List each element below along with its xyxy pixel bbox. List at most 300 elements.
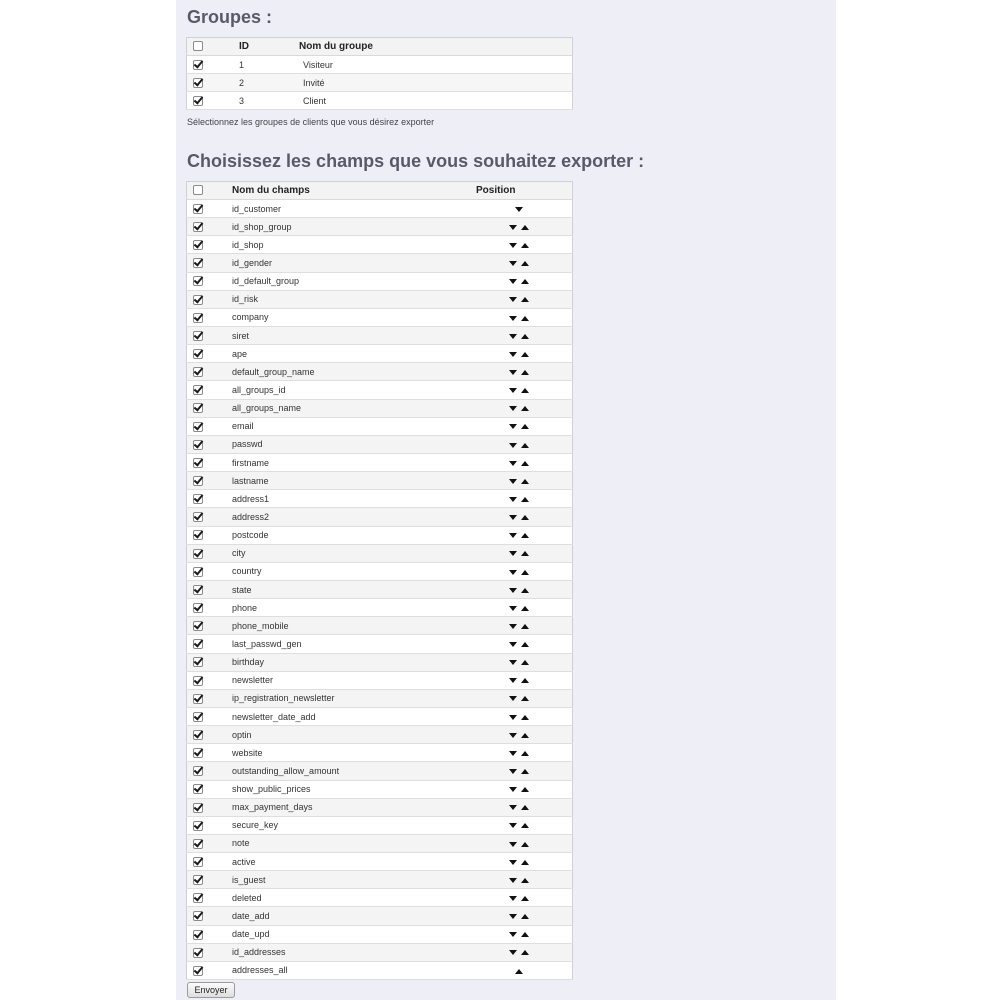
move-down-icon[interactable] <box>509 225 517 230</box>
field-position-cell <box>476 798 573 816</box>
move-down-icon[interactable] <box>509 461 517 466</box>
position-controls <box>509 802 529 812</box>
field-checkbox-cell <box>187 526 233 544</box>
group-checkbox-cell <box>187 56 240 74</box>
move-down-icon[interactable] <box>515 207 523 212</box>
field-checkbox-cell <box>187 780 233 798</box>
field-name: phone <box>232 599 476 617</box>
field-checkbox[interactable] <box>193 784 203 794</box>
field-checkbox[interactable] <box>193 512 203 522</box>
move-down-icon[interactable] <box>509 678 517 683</box>
field-position-cell <box>476 236 573 254</box>
field-row <box>187 617 573 635</box>
field-row <box>187 816 573 834</box>
field-checkbox[interactable] <box>193 204 203 214</box>
field-position-cell <box>476 635 573 653</box>
move-up-icon[interactable] <box>521 606 529 611</box>
field-checkbox-cell <box>187 689 233 707</box>
group-checkbox[interactable] <box>193 96 203 106</box>
field-row <box>187 363 573 381</box>
move-up-icon[interactable] <box>521 660 529 665</box>
field-row <box>187 453 573 471</box>
group-checkbox[interactable] <box>193 78 203 88</box>
field-checkbox-cell <box>187 453 233 471</box>
move-up-icon[interactable] <box>521 261 529 266</box>
field-checkbox-cell <box>187 472 233 490</box>
position-controls <box>509 603 529 613</box>
field-row <box>187 472 573 490</box>
move-down-icon[interactable] <box>509 787 517 792</box>
field-row <box>187 326 573 344</box>
move-down-icon[interactable] <box>509 261 517 266</box>
field-name: last_passwd_gen <box>232 635 476 653</box>
field-position-cell <box>476 780 573 798</box>
field-checkbox[interactable] <box>193 676 203 686</box>
field-checkbox[interactable] <box>193 313 203 323</box>
position-controls <box>509 240 529 250</box>
field-position-cell <box>476 272 573 290</box>
move-down-icon[interactable] <box>509 715 517 720</box>
field-checkbox[interactable] <box>193 730 203 740</box>
field-name: ip_registration_newsletter <box>232 689 476 707</box>
move-up-icon[interactable] <box>521 932 529 937</box>
field-name: city <box>232 544 476 562</box>
move-down-icon[interactable] <box>509 860 517 865</box>
position-controls <box>509 458 529 468</box>
field-checkbox[interactable] <box>193 567 203 577</box>
move-down-icon[interactable] <box>509 424 517 429</box>
field-name: id_shop <box>232 236 476 254</box>
field-checkbox[interactable] <box>193 331 203 341</box>
field-checkbox[interactable] <box>193 458 203 468</box>
move-up-icon[interactable] <box>521 860 529 865</box>
field-checkbox[interactable] <box>193 585 203 595</box>
move-up-icon[interactable] <box>521 715 529 720</box>
position-controls <box>509 566 529 576</box>
position-controls <box>509 857 529 867</box>
field-name: show_public_prices <box>232 780 476 798</box>
field-checkbox[interactable] <box>193 295 203 305</box>
field-position-cell <box>476 544 573 562</box>
field-position-cell <box>476 326 573 344</box>
position-controls <box>509 639 529 649</box>
field-position-cell <box>476 671 573 689</box>
move-up-icon[interactable] <box>521 443 529 448</box>
move-up-icon[interactable] <box>521 297 529 302</box>
groups-hint: Sélectionnez les groupes de clients que vous désirez exporter <box>187 117 435 127</box>
group-checkbox[interactable] <box>193 60 203 70</box>
field-row <box>187 490 573 508</box>
field-position-cell <box>476 218 573 236</box>
field-checkbox-cell <box>187 254 233 272</box>
field-row <box>187 544 573 562</box>
position-controls <box>509 222 529 232</box>
move-up-icon[interactable] <box>521 678 529 683</box>
move-down-icon[interactable] <box>509 334 517 339</box>
move-down-icon[interactable] <box>509 696 517 701</box>
move-down-icon[interactable] <box>509 352 517 357</box>
field-name: outstanding_allow_amount <box>232 762 476 780</box>
move-down-icon[interactable] <box>509 751 517 756</box>
move-down-icon[interactable] <box>509 570 517 575</box>
move-up-icon[interactable] <box>515 969 523 974</box>
field-position-cell <box>476 200 573 218</box>
move-up-icon[interactable] <box>521 515 529 520</box>
fields-title: Choisissez les champs que vous souhaitez exporter : <box>187 151 645 171</box>
field-row <box>187 671 573 689</box>
field-position-cell <box>476 381 573 399</box>
move-up-icon[interactable] <box>521 479 529 484</box>
move-up-icon[interactable] <box>521 406 529 411</box>
group-id: 1 <box>239 56 299 74</box>
field-checkbox-cell <box>187 925 233 943</box>
field-checkbox[interactable] <box>193 839 203 849</box>
position-controls <box>509 657 529 667</box>
field-name: firstname <box>232 453 476 471</box>
move-up-icon[interactable] <box>521 424 529 429</box>
field-checkbox-cell <box>187 834 233 852</box>
position-controls <box>509 712 529 722</box>
field-name: max_payment_days <box>232 798 476 816</box>
field-row <box>187 961 573 979</box>
position-controls <box>509 385 529 395</box>
position-controls <box>509 331 529 341</box>
move-down-icon[interactable] <box>509 606 517 611</box>
position-controls <box>509 276 529 286</box>
move-down-icon[interactable] <box>509 642 517 647</box>
field-checkbox-cell <box>187 308 233 326</box>
field-name: secure_key <box>232 816 476 834</box>
field-checkbox-cell <box>187 816 233 834</box>
move-up-icon[interactable] <box>521 696 529 701</box>
field-checkbox[interactable] <box>193 476 203 486</box>
group-id: 3 <box>239 92 299 110</box>
field-position-cell <box>476 508 573 526</box>
field-checkbox[interactable] <box>193 258 203 268</box>
field-checkbox-cell <box>187 490 233 508</box>
field-name: state <box>232 580 476 598</box>
field-name: deleted <box>232 889 476 907</box>
move-down-icon[interactable] <box>509 805 517 810</box>
field-name: address2 <box>232 508 476 526</box>
move-down-icon[interactable] <box>509 297 517 302</box>
move-up-icon[interactable] <box>521 896 529 901</box>
move-up-icon[interactable] <box>521 642 529 647</box>
position-controls <box>509 403 529 413</box>
field-name: date_add <box>232 907 476 925</box>
field-position-cell <box>476 453 573 471</box>
field-name: all_groups_name <box>232 399 476 417</box>
groups-col-id: ID <box>239 38 299 56</box>
field-row <box>187 417 573 435</box>
field-row <box>187 889 573 907</box>
field-row <box>187 508 573 526</box>
field-checkbox-cell <box>187 508 233 526</box>
move-down-icon[interactable] <box>509 533 517 538</box>
move-down-icon[interactable] <box>509 406 517 411</box>
field-checkbox[interactable] <box>193 530 203 540</box>
move-down-icon[interactable] <box>509 878 517 883</box>
groups-col-name: Nom du groupe <box>299 38 573 56</box>
move-down-icon[interactable] <box>509 733 517 738</box>
field-checkbox-cell <box>187 599 233 617</box>
field-checkbox[interactable] <box>193 948 203 958</box>
move-up-icon[interactable] <box>521 225 529 230</box>
field-checkbox[interactable] <box>193 222 203 232</box>
field-checkbox[interactable] <box>193 893 203 903</box>
fields-header-row <box>187 182 573 200</box>
field-name: company <box>232 308 476 326</box>
field-position-cell <box>476 363 573 381</box>
move-up-icon[interactable] <box>521 533 529 538</box>
move-down-icon[interactable] <box>509 515 517 520</box>
move-up-icon[interactable] <box>521 769 529 774</box>
field-checkbox[interactable] <box>193 621 203 631</box>
field-position-cell <box>476 417 573 435</box>
field-checkbox[interactable] <box>193 549 203 559</box>
field-checkbox[interactable] <box>193 385 203 395</box>
field-name: note <box>232 834 476 852</box>
field-checkbox[interactable] <box>193 748 203 758</box>
field-checkbox[interactable] <box>193 403 203 413</box>
groups-select-all-cell <box>187 38 240 56</box>
field-name: phone_mobile <box>232 617 476 635</box>
position-controls <box>509 204 529 214</box>
position-controls <box>509 476 529 486</box>
field-name: all_groups_id <box>232 381 476 399</box>
field-row <box>187 200 573 218</box>
field-checkbox-cell <box>187 580 233 598</box>
move-up-icon[interactable] <box>521 243 529 248</box>
field-position-cell <box>476 526 573 544</box>
move-down-icon[interactable] <box>509 243 517 248</box>
move-down-icon[interactable] <box>509 769 517 774</box>
field-name: email <box>232 417 476 435</box>
field-checkbox[interactable] <box>193 440 203 450</box>
field-checkbox[interactable] <box>193 494 203 504</box>
submit-button[interactable]: Envoyer <box>187 982 235 998</box>
field-checkbox[interactable] <box>193 639 203 649</box>
field-name: active <box>232 853 476 871</box>
move-down-icon[interactable] <box>509 950 517 955</box>
field-position-cell <box>476 925 573 943</box>
field-position-cell <box>476 617 573 635</box>
position-controls <box>509 947 529 957</box>
field-checkbox-cell <box>187 544 233 562</box>
field-checkbox[interactable] <box>193 240 203 250</box>
field-row <box>187 798 573 816</box>
field-name: id_gender <box>232 254 476 272</box>
groups-table <box>186 37 573 110</box>
field-row <box>187 707 573 725</box>
field-name: country <box>232 562 476 580</box>
field-checkbox[interactable] <box>193 349 203 359</box>
field-row <box>187 853 573 871</box>
position-controls <box>509 730 529 740</box>
field-checkbox-cell <box>187 562 233 580</box>
field-checkbox[interactable] <box>193 857 203 867</box>
move-up-icon[interactable] <box>521 551 529 556</box>
move-down-icon[interactable] <box>509 842 517 847</box>
field-name: default_group_name <box>232 363 476 381</box>
move-up-icon[interactable] <box>521 950 529 955</box>
move-up-icon[interactable] <box>521 914 529 919</box>
move-down-icon[interactable] <box>509 660 517 665</box>
move-up-icon[interactable] <box>521 497 529 502</box>
fields-select-all-cell <box>187 182 233 200</box>
field-checkbox[interactable] <box>193 803 203 813</box>
move-down-icon[interactable] <box>509 896 517 901</box>
move-up-icon[interactable] <box>521 842 529 847</box>
position-controls <box>509 367 529 377</box>
field-name: id_shop_group <box>232 218 476 236</box>
move-up-icon[interactable] <box>521 588 529 593</box>
field-checkbox-cell <box>187 200 233 218</box>
move-down-icon[interactable] <box>509 932 517 937</box>
field-name: passwd <box>232 435 476 453</box>
position-controls <box>509 585 529 595</box>
move-up-icon[interactable] <box>521 388 529 393</box>
move-down-icon[interactable] <box>509 497 517 502</box>
field-row <box>187 580 573 598</box>
field-row <box>187 254 573 272</box>
move-up-icon[interactable] <box>521 370 529 375</box>
field-checkbox-cell <box>187 381 233 399</box>
field-row <box>187 762 573 780</box>
groups-title: Groupes : <box>187 7 273 27</box>
move-down-icon[interactable] <box>509 388 517 393</box>
field-position-cell <box>476 689 573 707</box>
position-controls <box>509 820 529 830</box>
field-checkbox-cell <box>187 417 233 435</box>
field-row <box>187 653 573 671</box>
field-name: postcode <box>232 526 476 544</box>
move-up-icon[interactable] <box>521 624 529 629</box>
move-up-icon[interactable] <box>521 279 529 284</box>
move-up-icon[interactable] <box>521 461 529 466</box>
field-checkbox-cell <box>187 707 233 725</box>
group-name: Visiteur <box>299 56 573 74</box>
move-up-icon[interactable] <box>521 316 529 321</box>
field-checkbox-cell <box>187 653 233 671</box>
field-checkbox[interactable] <box>193 821 203 831</box>
field-name: siret <box>232 326 476 344</box>
field-position-cell <box>476 472 573 490</box>
move-down-icon[interactable] <box>509 588 517 593</box>
position-controls <box>509 784 529 794</box>
field-row <box>187 834 573 852</box>
group-row <box>187 74 573 92</box>
field-checkbox[interactable] <box>193 367 203 377</box>
field-checkbox-cell <box>187 236 233 254</box>
position-controls <box>509 693 529 703</box>
move-down-icon[interactable] <box>509 624 517 629</box>
groups-select-all-checkbox[interactable] <box>193 41 203 51</box>
field-checkbox[interactable] <box>193 766 203 776</box>
field-row <box>187 907 573 925</box>
fields-select-all-checkbox[interactable] <box>193 185 203 195</box>
field-name: address1 <box>232 490 476 508</box>
move-down-icon[interactable] <box>509 279 517 284</box>
position-controls <box>509 893 529 903</box>
field-position-cell <box>476 345 573 363</box>
field-position-cell <box>476 562 573 580</box>
field-row <box>187 526 573 544</box>
field-position-cell <box>476 308 573 326</box>
field-checkbox[interactable] <box>193 276 203 286</box>
move-down-icon[interactable] <box>509 551 517 556</box>
field-checkbox-cell <box>187 617 233 635</box>
field-row <box>187 345 573 363</box>
move-up-icon[interactable] <box>521 334 529 339</box>
move-up-icon[interactable] <box>521 823 529 828</box>
field-checkbox[interactable] <box>193 694 203 704</box>
field-row <box>187 308 573 326</box>
field-checkbox[interactable] <box>193 422 203 432</box>
move-down-icon[interactable] <box>509 370 517 375</box>
move-down-icon[interactable] <box>509 914 517 919</box>
field-position-cell <box>476 580 573 598</box>
field-checkbox-cell <box>187 290 233 308</box>
field-checkbox-cell <box>187 272 233 290</box>
field-checkbox-cell <box>187 345 233 363</box>
fields-table <box>186 181 573 980</box>
field-checkbox-cell <box>187 943 233 961</box>
field-row <box>187 689 573 707</box>
move-down-icon[interactable] <box>509 479 517 484</box>
field-position-cell <box>476 435 573 453</box>
move-up-icon[interactable] <box>521 352 529 357</box>
field-checkbox[interactable] <box>193 930 203 940</box>
field-checkbox[interactable] <box>193 911 203 921</box>
move-down-icon[interactable] <box>509 443 517 448</box>
field-name: ape <box>232 345 476 363</box>
move-down-icon[interactable] <box>509 823 517 828</box>
field-name: id_risk <box>232 290 476 308</box>
move-up-icon[interactable] <box>521 878 529 883</box>
field-position-cell <box>476 290 573 308</box>
field-checkbox[interactable] <box>193 712 203 722</box>
field-row <box>187 272 573 290</box>
field-row <box>187 744 573 762</box>
field-position-cell <box>476 707 573 725</box>
field-row <box>187 599 573 617</box>
field-checkbox[interactable] <box>193 657 203 667</box>
field-checkbox[interactable] <box>193 603 203 613</box>
field-checkbox[interactable] <box>193 966 203 976</box>
move-up-icon[interactable] <box>521 751 529 756</box>
field-name: newsletter_date_add <box>232 707 476 725</box>
field-checkbox[interactable] <box>193 875 203 885</box>
field-checkbox-cell <box>187 907 233 925</box>
position-controls <box>509 258 529 268</box>
field-name: date_upd <box>232 925 476 943</box>
move-up-icon[interactable] <box>521 733 529 738</box>
group-row <box>187 56 573 74</box>
position-controls <box>509 349 529 359</box>
move-up-icon[interactable] <box>521 570 529 575</box>
field-row <box>187 943 573 961</box>
field-row <box>187 399 573 417</box>
move-up-icon[interactable] <box>521 805 529 810</box>
field-checkbox-cell <box>187 744 233 762</box>
move-up-icon[interactable] <box>521 787 529 792</box>
position-controls <box>509 439 529 449</box>
field-row <box>187 925 573 943</box>
move-down-icon[interactable] <box>509 316 517 321</box>
field-row <box>187 871 573 889</box>
position-controls <box>509 421 529 431</box>
